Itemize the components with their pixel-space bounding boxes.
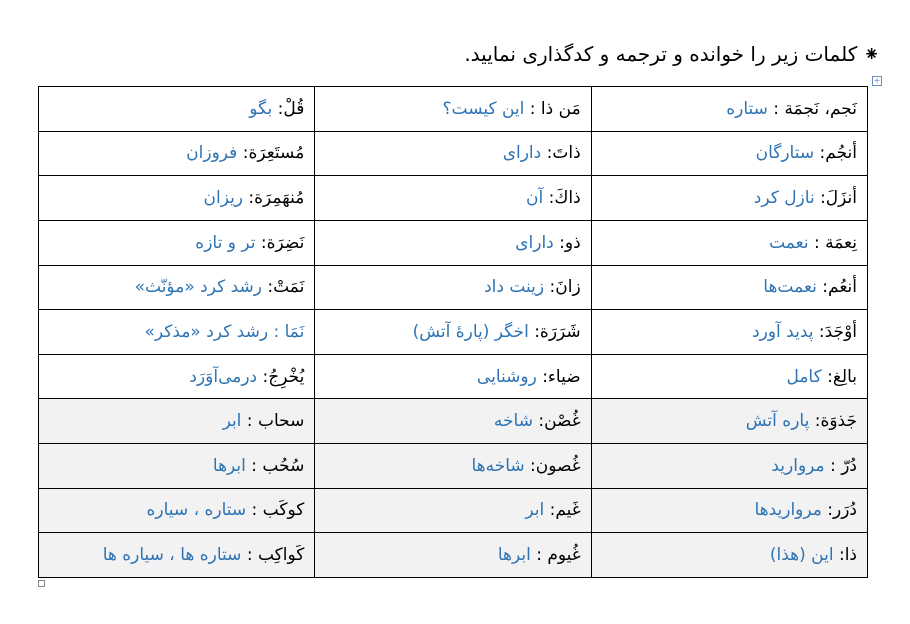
- table-cell: [315, 87, 591, 132]
- instruction-text: کلمات زیر را خوانده و ترجمه و کدگذاری نمایید.: [464, 42, 858, 66]
- table-cell: [315, 131, 591, 176]
- table-cell: [315, 488, 591, 533]
- table-cell: [591, 265, 867, 310]
- arabic-word: ذا:: [833, 545, 857, 566]
- table-row: [39, 310, 868, 355]
- arabic-word: كَواكِب :: [241, 545, 305, 566]
- table-row: [39, 488, 868, 533]
- table-move-handle-icon[interactable]: +: [873, 76, 881, 85]
- arabic-word: كوكَب :: [246, 500, 305, 521]
- persian-meaning: رشد کرد «مؤنّث»: [134, 277, 262, 298]
- table-cell: [39, 310, 315, 355]
- table-cell: [315, 354, 591, 399]
- table-cell: [39, 399, 315, 444]
- table-cell: [315, 444, 591, 489]
- arabic-word: قُلْ:: [272, 98, 305, 119]
- persian-meaning: مرواریدها: [754, 500, 822, 521]
- arabic-word: ذاكَ:: [543, 188, 581, 209]
- arabic-word: غَيم:: [544, 500, 581, 521]
- table-cell: [39, 265, 315, 310]
- arabic-word: بالِغ:: [821, 366, 857, 387]
- persian-meaning: نازل کرد: [753, 188, 815, 209]
- arabic-word: جَذوَة:: [809, 411, 857, 432]
- arabic-word: أنزَلَ:: [814, 188, 857, 209]
- persian-meaning: اخگر (پارهٔ آتش): [412, 321, 529, 342]
- persian-meaning: دارای: [515, 232, 554, 253]
- persian-meaning: ستارگان: [755, 143, 815, 164]
- persian-meaning: کامل: [786, 366, 822, 387]
- table-row: [39, 444, 868, 489]
- arabic-word: مَن ذا :: [524, 98, 581, 119]
- arabic-word: دُرَر:: [821, 500, 857, 521]
- table-cell: [591, 87, 867, 132]
- table-cell: [591, 220, 867, 265]
- table-cell: [39, 176, 315, 221]
- arabic-word: أوْجَدَ:: [813, 321, 857, 342]
- table-cell: [39, 533, 315, 578]
- table-cell: [591, 176, 867, 221]
- table-cell: [591, 444, 867, 489]
- arabic-word: غُصْن:: [532, 411, 581, 432]
- persian-meaning: ابر: [525, 500, 545, 521]
- persian-meaning: شاخه: [493, 411, 533, 432]
- table-cell: [39, 131, 315, 176]
- arabic-word: أنعُم:: [816, 277, 857, 298]
- table-cell: [591, 354, 867, 399]
- arabic-word: مُستَعِرَة:: [237, 143, 305, 164]
- arabic-word: ذاتَ:: [541, 143, 581, 164]
- arabic-word: سُحُب :: [245, 455, 305, 476]
- table-cell: [591, 310, 867, 355]
- asterism-icon: ⁕: [863, 42, 880, 66]
- arabic-word: أنجُم:: [814, 143, 857, 164]
- vocabulary-table: [38, 86, 868, 578]
- arabic-word: نِعمَة :: [808, 232, 857, 253]
- persian-meaning: ابر: [222, 411, 242, 432]
- table-row: [39, 220, 868, 265]
- table-row: [39, 354, 868, 399]
- arabic-word: نَضِرَة:: [255, 232, 305, 253]
- persian-meaning: آن: [526, 188, 544, 209]
- persian-meaning: پدید آورد: [752, 321, 814, 342]
- arabic-word: دُرّ :: [824, 455, 857, 476]
- table-cell: [315, 310, 591, 355]
- table-row: [39, 176, 868, 221]
- arabic-word: زانَ:: [544, 277, 581, 298]
- table-cell: [315, 220, 591, 265]
- persian-meaning: این کیست؟: [442, 98, 525, 119]
- arabic-word: نَمَتْ:: [261, 277, 305, 298]
- table-cell: [315, 399, 591, 444]
- table-row: [39, 533, 868, 578]
- persian-meaning: نعمت: [769, 232, 809, 253]
- table-cell: [591, 533, 867, 578]
- persian-meaning: تر و تازه: [195, 232, 256, 253]
- persian-meaning: ابرها: [212, 455, 246, 476]
- arabic-word: ضیاء:: [536, 366, 581, 387]
- persian-meaning: پاره آتش: [745, 411, 810, 432]
- table-row: [39, 399, 868, 444]
- table-row: [39, 131, 868, 176]
- table-cell: [39, 354, 315, 399]
- arabic-word: غُصون:: [524, 455, 581, 476]
- arabic-word: ذو:: [553, 232, 581, 253]
- persian-meaning: شاخه‌ها: [471, 455, 525, 476]
- persian-meaning: ستاره ها ، سیاره ها: [102, 545, 242, 566]
- persian-meaning: روشنایی: [476, 366, 537, 387]
- persian-meaning: ستاره: [726, 98, 768, 119]
- table-cell: [591, 488, 867, 533]
- table-row: [39, 87, 868, 132]
- persian-meaning: نعمت‌ها: [763, 277, 817, 298]
- persian-meaning: ریزان: [203, 188, 244, 209]
- persian-meaning: ستاره ، سیاره: [146, 500, 247, 521]
- arabic-word: نَجم، نَجمَة :: [767, 98, 857, 119]
- table-cell: [315, 265, 591, 310]
- table-cell: [591, 399, 867, 444]
- table-cell: [315, 533, 591, 578]
- instruction-heading: [280, 42, 880, 66]
- persian-meaning: دارای: [502, 143, 542, 164]
- arabic-word: مُنهَمِرَة:: [243, 188, 305, 209]
- arabic-word: شَرَرَة:: [528, 321, 581, 342]
- arabic-word: يُخْرِجُ:: [257, 366, 305, 387]
- persian-meaning: نَمَا : رشد کرد «مذکر»: [144, 321, 305, 342]
- persian-meaning: درمی‌آوَرَد: [189, 366, 258, 387]
- table-cell: [39, 488, 315, 533]
- arabic-word: سحاب :: [241, 411, 305, 432]
- persian-meaning: ابرها: [497, 545, 531, 566]
- persian-meaning: این (هذا): [769, 545, 834, 566]
- table-cell: [315, 176, 591, 221]
- persian-meaning: زینت داد: [484, 277, 545, 298]
- table-cell: [591, 131, 867, 176]
- table-cell: [39, 444, 315, 489]
- table-row: [39, 265, 868, 310]
- arabic-word: غُيوم :: [530, 545, 581, 566]
- persian-meaning: بگو: [249, 98, 273, 119]
- paragraph-end-marker: [38, 580, 45, 587]
- table-cell: [39, 87, 315, 132]
- table-cell: [39, 220, 315, 265]
- persian-meaning: مروارید: [771, 455, 825, 476]
- persian-meaning: فروزان: [186, 143, 238, 164]
